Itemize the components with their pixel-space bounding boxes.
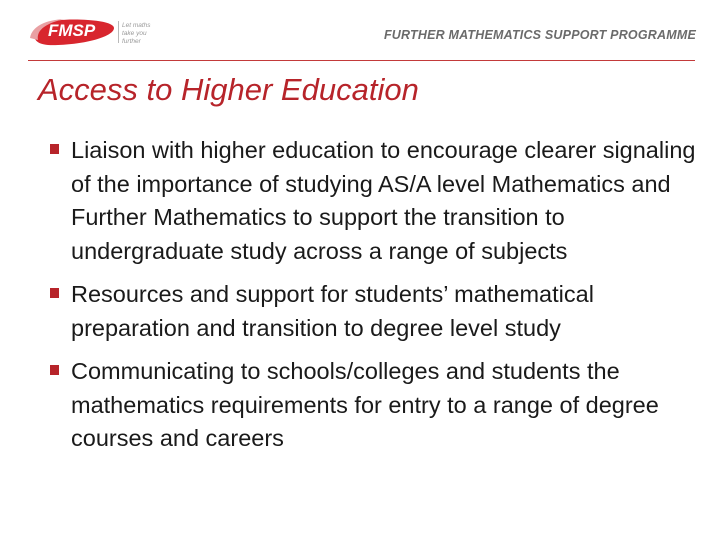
- bullet-item: [50, 278, 700, 345]
- fmsp-logo: [28, 12, 158, 50]
- square-bullet-icon: [50, 144, 59, 154]
- programme-title: FURTHER MATHEMATICS SUPPORT PROGRAMME: [383, 28, 696, 42]
- bullet-list: [50, 134, 700, 456]
- square-bullet-icon: [50, 365, 59, 375]
- logo-tagline: Let maths take you further: [122, 22, 151, 45]
- bullet-item: [50, 134, 700, 268]
- logo-wordmark: FMSP: [48, 21, 96, 40]
- slide-title: Access to Higher Education: [38, 72, 419, 107]
- bullet-text: Communicating to schools/colleges and students the mathematics requirements for entry to a range of degree courses and careers: [71, 358, 659, 451]
- header-divider: [28, 60, 695, 61]
- bullet-text: Liaison with higher education to encourage clearer signaling of the importance of studying AS/A level Mathematics and Further Mathematics to support the transition to undergraduate study across a range of subjects: [71, 137, 696, 264]
- square-bullet-icon: [50, 288, 59, 298]
- slide-header: [0, 0, 720, 62]
- bullet-text: Resources and support for students’ mathematical preparation and transition to degree level study: [71, 281, 594, 341]
- bullet-item: [50, 355, 700, 456]
- logo-divider: [118, 21, 119, 43]
